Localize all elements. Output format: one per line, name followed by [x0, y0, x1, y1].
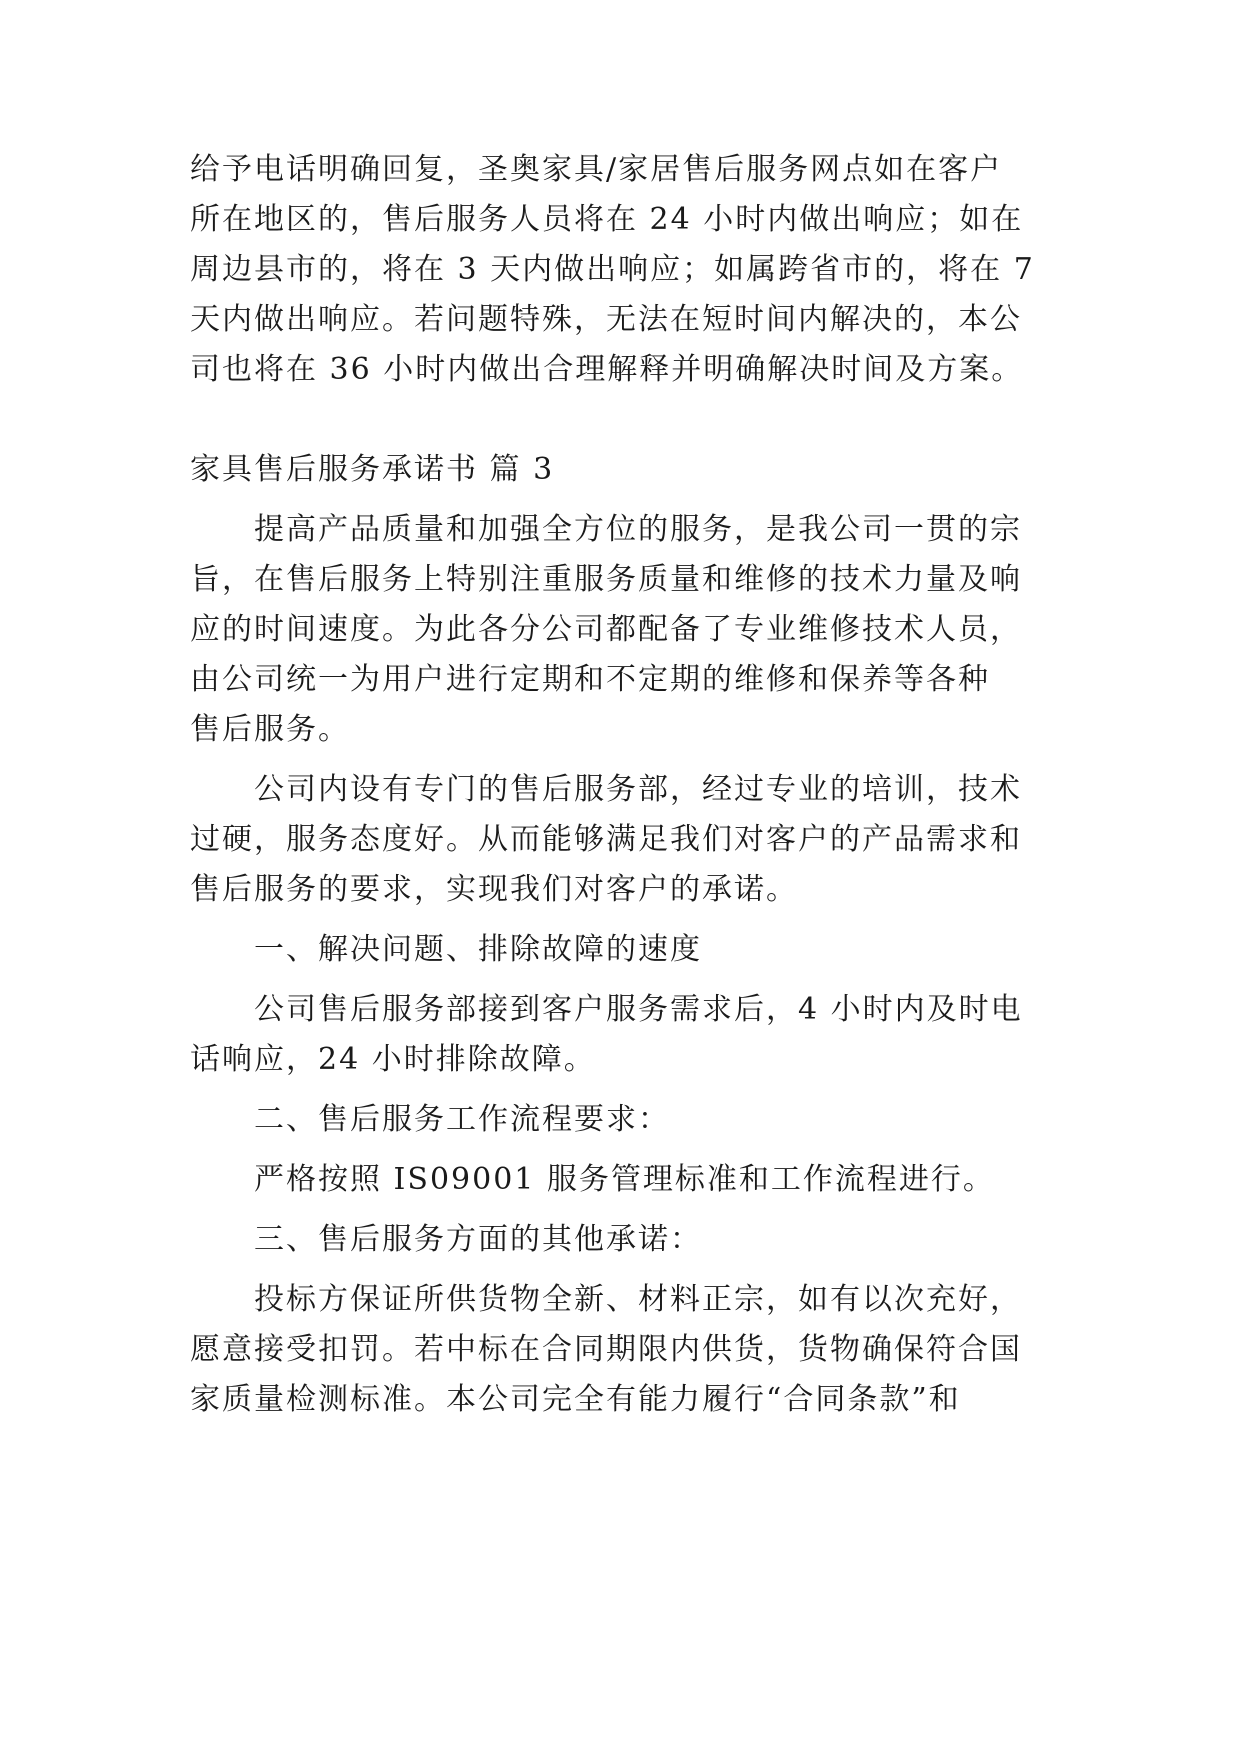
text-line: 投标方保证所供货物全新、材料正宗，如有以次充好，: [254, 1282, 1022, 1317]
text-line: 愿意接受扣罚。若中标在合同期限内供货，货物确保符合国: [190, 1332, 1022, 1367]
text-line: 公司内设有专门的售后服务部，经过专业的培训，技术: [254, 772, 1022, 807]
text-line: 天内做出响应。若问题特殊，无法在短时间内解决的，本公: [190, 302, 1022, 337]
text-line: 司也将在 36 小时内做出合理解释并明确解决时间及方案。: [190, 352, 1024, 387]
text-line: 给予电话明确回复，圣奥家具/家居售后服务网点如在客户: [190, 152, 1003, 187]
text-line: 所在地区的，售后服务人员将在 24 小时内做出响应；如在: [190, 202, 1024, 237]
text-line: 应的时间速度。为此各分公司都配备了专业维修技术人员，: [190, 612, 1022, 647]
text-line: 旨，在售后服务上特别注重服务质量和维修的技术力量及响: [190, 562, 1022, 597]
text-line: 售后服务的要求，实现我们对客户的承诺。: [190, 872, 798, 907]
item-heading: 一、解决问题、排除故障的速度: [254, 932, 702, 967]
section-heading: 家具售后服务承诺书 篇 3: [190, 452, 555, 487]
text-line: 由公司统一为用户进行定期和不定期的维修和保养等各种: [190, 662, 990, 697]
text-line: 严格按照 IS09001 服务管理标准和工作流程进行。: [254, 1162, 995, 1197]
text-line: 提高产品质量和加强全方位的服务，是我公司一贯的宗: [254, 512, 1022, 547]
text-line: 周边县市的，将在 3 天内做出响应；如属跨省市的，将在 7: [190, 252, 1035, 287]
item-heading: 二、售后服务工作流程要求：: [254, 1102, 670, 1137]
text-line: 家质量检测标准。本公司完全有能力履行“合同条款”和: [190, 1382, 961, 1417]
item-heading: 三、售后服务方面的其他承诺：: [254, 1222, 702, 1257]
text-line: 售后服务。: [190, 712, 350, 747]
text-line: 过硬，服务态度好。从而能够满足我们对客户的产品需求和: [190, 822, 1022, 857]
text-line: 话响应，24 小时排除故障。: [190, 1042, 596, 1077]
text-line: 公司售后服务部接到客户服务需求后，4 小时内及时电: [254, 992, 1023, 1027]
